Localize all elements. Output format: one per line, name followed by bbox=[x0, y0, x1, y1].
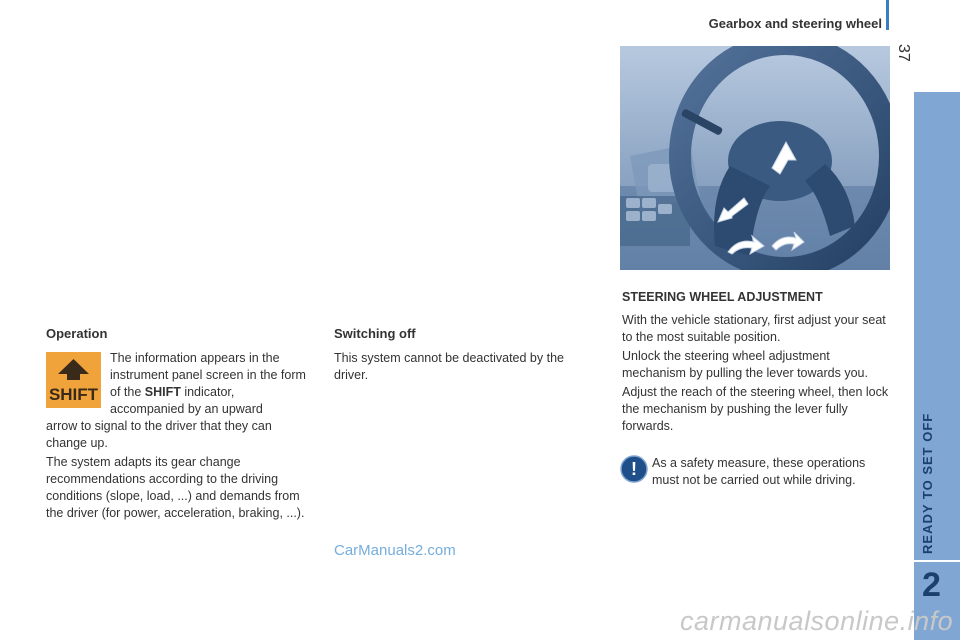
shift-keyword: SHIFT bbox=[144, 385, 181, 399]
steering-heading: STEERING WHEEL ADJUSTMENT bbox=[622, 290, 823, 304]
chapter-number: 2 bbox=[922, 566, 941, 604]
svg-text:!: ! bbox=[631, 459, 637, 479]
switching-off-paragraph: This system cannot be deactivated by the driver. bbox=[334, 351, 564, 382]
switching-off-heading: Switching off bbox=[334, 326, 416, 341]
side-tab bbox=[914, 92, 960, 640]
watermark-carmanuals2: CarManuals2.com bbox=[334, 542, 456, 559]
header-title: Gearbox and steering wheel bbox=[708, 16, 882, 31]
steering-paragraph-2: Unlock the steering wheel adjustment mechanism by pulling the lever towards you. bbox=[622, 349, 868, 380]
operation-paragraph-1-continued: arrow to signal to the driver that they can change up. bbox=[46, 419, 272, 450]
header-rule bbox=[886, 0, 889, 30]
operation-paragraph-2: The system adapts its gear change recommendations according to the driving conditions (slope, load, ...) and demands from the driver (for power, acceleration, braking, ...). bbox=[46, 455, 305, 520]
operation-heading: Operation bbox=[46, 326, 108, 341]
svg-text:SHIFT: SHIFT bbox=[48, 385, 99, 404]
page-number: 37 bbox=[895, 44, 912, 62]
side-tab-label: READY TO SET OFF bbox=[920, 412, 935, 554]
side-tab-rule bbox=[914, 560, 960, 562]
operation-paragraph-1: The information appears in the instrument panel screen in the form of the SHIFT indicator, accompanied by an upward bbox=[110, 351, 306, 416]
warning-text: As a safety measure, these operations must not be carried out while driving. bbox=[652, 456, 866, 487]
shift-indicator-icon bbox=[46, 352, 101, 408]
watermark-carmanualsonline: carmanualsonline.info bbox=[680, 606, 954, 636]
steering-wheel-photo bbox=[620, 46, 890, 270]
warning-icon bbox=[620, 455, 648, 483]
steering-paragraph-1: With the vehicle stationary, first adjust your seat to the most suitable position. bbox=[622, 313, 886, 344]
steering-paragraph-3: Adjust the reach of the steering wheel, then lock the mechanism by pushing the lever fully forwards. bbox=[622, 385, 889, 433]
